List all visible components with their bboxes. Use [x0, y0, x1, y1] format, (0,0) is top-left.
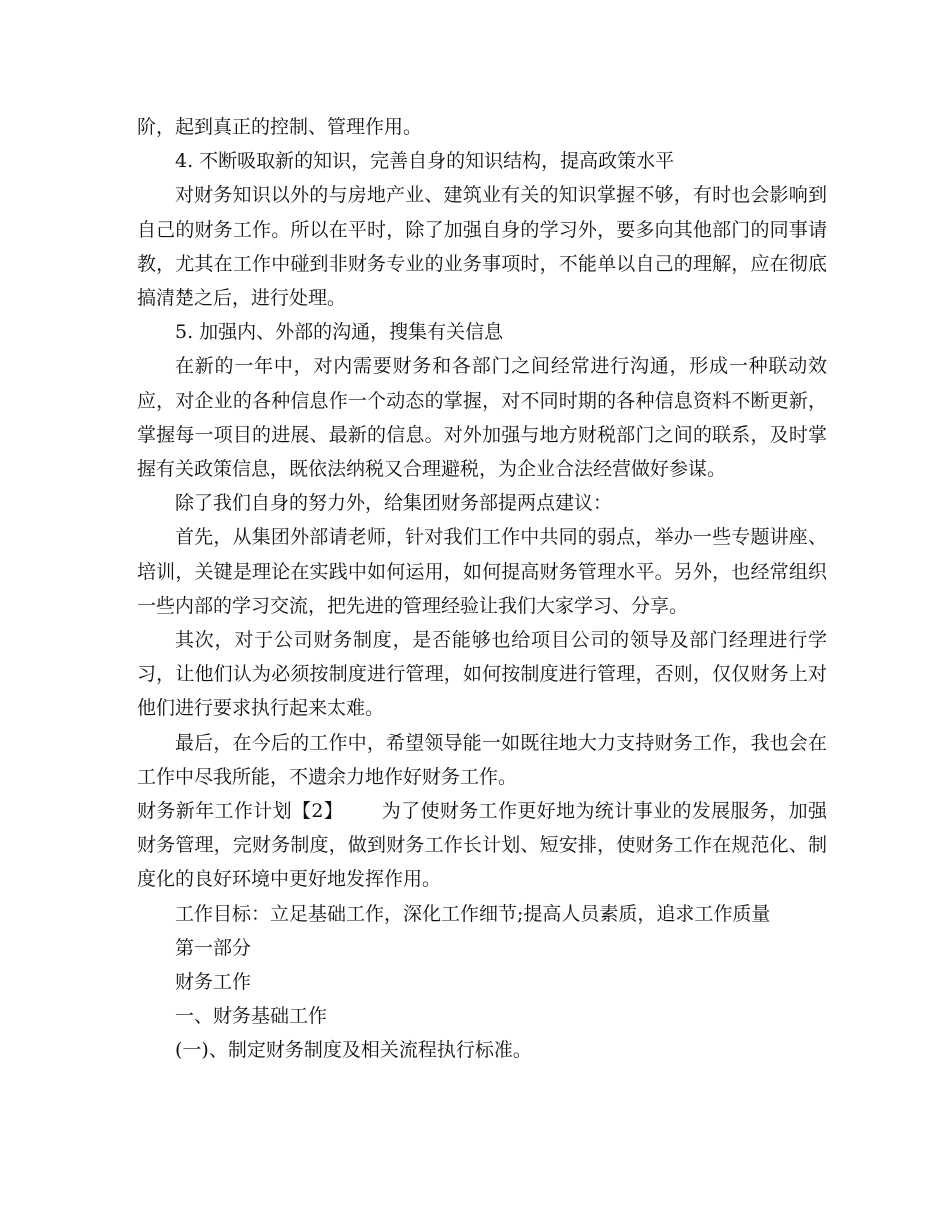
- work-goal: 工作目标：立足基础工作，深化工作细节;提高人员素质，追求工作质量: [175, 902, 771, 925]
- section-2-gap: [343, 800, 382, 822]
- section-heading-4: 4. 不断吸取新的知识，完善自身的知识结构，提高政策水平: [175, 150, 675, 173]
- paragraph-7: 首先，从集团外部请老师，针对我们工作中共同的弱点，举办一些专题讲座、培训，关键是理论在实践中如何运用，如何提高财务管理水平。另外，也经常组织一些内部的学习交流，把先进的管理经验让我们大家学习、分享。: [137, 526, 827, 617]
- paragraph-9: 最后，在今后的工作中，希望领导能一如既往地大力支持财务工作，我也会在工作中尽我所能，不遗余力地作好财务工作。: [137, 731, 827, 788]
- basic-work-heading: 一、财务基础工作: [175, 1005, 328, 1028]
- paragraph-5: 在新的一年中，对内需要财务和各部门之间经常进行沟通，形成一种联动效应，对企业的各种信息作一个动态的掌握，对不同时期的各种信息资料不断更新，掌握每一项目的进展、最新的信息。对外加强与地方财税部门之间的联系，及时掌握有关政策信息，既依法纳税又合理避税，为企业合法经营做好参谋。: [137, 355, 827, 481]
- section-heading-5: 5. 加强内、外部的沟通，搜集有关信息: [175, 321, 504, 344]
- paragraph-3: 对财务知识以外的与房地产业、建筑业有关的知识掌握不够，有时也会影响到自己的财务工作。所以在平时，除了加强自身的学习外，要多向其他部门的同事请教，尤其在工作中碰到非财务专业的业务事项时，不能单以自己的理解，应在彻底搞清楚之后，进行处理。: [137, 184, 827, 310]
- sub-item-1: (一)、制定财务制度及相关流程执行标准。: [175, 1039, 532, 1062]
- section-2-heading: 财务新年工作计划【2】: [137, 800, 344, 823]
- section-2-paragraph: [137, 794, 827, 897]
- paragraph-6: 除了我们自身的努力外，给集团财务部提两点建议：: [175, 492, 613, 515]
- paragraph-1: 阶，起到真正的控制、管理作用。: [137, 116, 423, 138]
- section-2-body: 为了使财务工作更好地为统计事业的发展服务，加强财务管理，完财务制度，做到财务工作长计划、短安排，使财务工作在规范化、制度化的良好环境中更好地发挥作用。: [137, 800, 827, 891]
- paragraph-8: 其次，对于公司财务制度，是否能够也给项目公司的领导及部门经理进行学习，让他们认为必须按制度进行管理，如何按制度进行管理，否则，仅仅财务上对他们进行要求执行起来太难。: [137, 629, 827, 720]
- finance-work-heading: 财务工作: [175, 971, 252, 994]
- part-heading: 第一部分: [175, 936, 252, 959]
- document-body: [137, 110, 827, 1068]
